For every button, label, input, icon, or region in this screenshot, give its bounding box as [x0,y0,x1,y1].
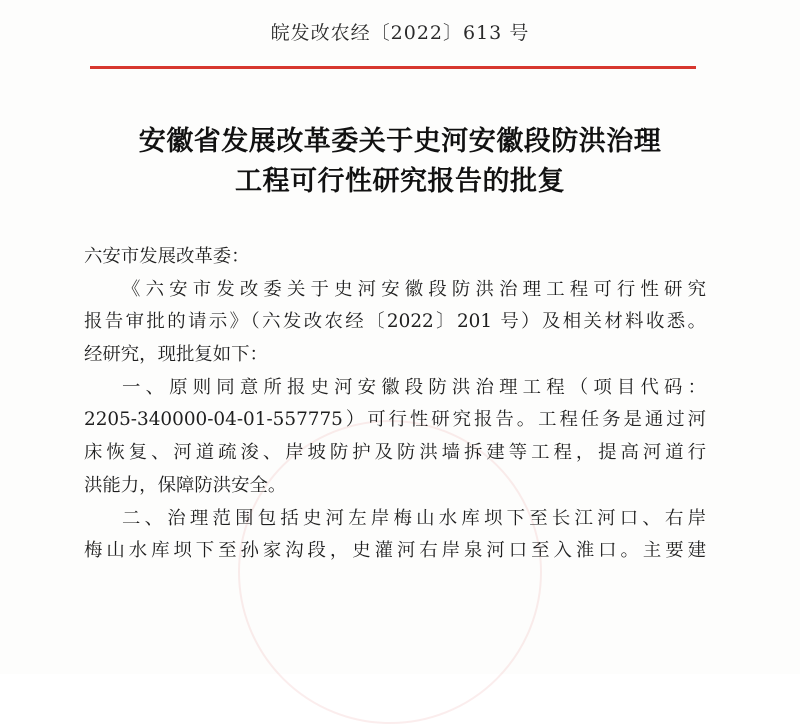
document-number: 皖发改农经〔2022〕613 号 [270,22,530,44]
title-line-2: 工程可行性研究报告的批复 [235,166,565,197]
document-title [0,122,800,202]
document-body [84,241,706,568]
body-line: 《六安市发改委关于史河安徽段防洪治理工程可行性研究 [122,278,706,300]
addressee-line: 六安市发展改革委： [84,246,250,267]
red-divider-rule [90,66,696,69]
body-line: 洪能力，保障防洪安全。 [84,474,287,496]
body-line: 梅山水库坝下至孙家沟段，史灌河右岸泉河口至入淮口。主要建 [84,540,706,562]
body-line: 床恢复、河道疏浚、岸坡防护及防洪墙拆建等工程，提高河道行 [84,442,706,464]
body-line: 经研究，现批复如下： [84,344,268,366]
body-line: 2205-340000-04-01-557775）可行性研究报告。工程任务是通过河 [84,409,706,431]
body-line: 二、治理范围包括史河左岸梅山水库坝下至长江河口、右岸 [122,507,706,529]
body-line: 一、原则同意所报史河安徽段防洪治理工程（项目代码： [122,376,706,398]
body-line: 报告审批的请示》（六发改农经〔2022〕201 号）及相关材料收悉。 [84,311,706,333]
title-line-1: 安徽省发展改革委关于史河安徽段防洪治理 [138,126,662,157]
